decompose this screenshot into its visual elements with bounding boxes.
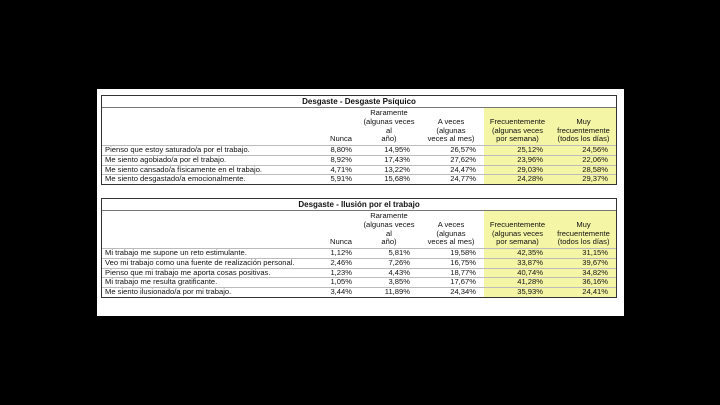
header-line: Raramente — [370, 108, 408, 118]
cell-value: 27,62% — [418, 155, 484, 165]
table-row — [102, 258, 616, 268]
column-header — [307, 108, 360, 146]
column-header — [484, 108, 551, 146]
cell-value: 17,67% — [418, 278, 484, 288]
header-line: Frecuentemente — [489, 219, 546, 229]
column-header — [484, 211, 551, 249]
cell-value: 40,74% — [484, 268, 551, 278]
cell-value: 18,77% — [418, 268, 484, 278]
header-line: año) — [381, 134, 397, 144]
cell-value: 29,03% — [484, 165, 551, 175]
header-line: Raramente — [370, 211, 408, 221]
row-label: Me siento agobiado/a por el trabajo. — [102, 155, 307, 165]
row-label: Pienso que mi trabajo me aporta cosas positivas. — [102, 268, 307, 278]
column-header — [551, 108, 616, 146]
header-line: por semana) — [496, 134, 539, 144]
cell-value: 42,35% — [484, 249, 551, 259]
header-line: Nunca — [330, 237, 352, 247]
row-label: Mi trabajo me resulta gratificante. — [102, 278, 307, 288]
header-line: veces al mes) — [427, 237, 475, 247]
table-title: Desgaste - Ilusión por el trabajo — [102, 199, 616, 211]
header-row — [102, 108, 616, 146]
cell-value: 8,80% — [307, 146, 360, 156]
row-label: Veo mi trabajo como una fuente de realización personal. — [102, 258, 307, 268]
table-desgaste-psiquico — [102, 96, 616, 184]
cell-value: 22,06% — [551, 155, 616, 165]
cell-value: 35,93% — [484, 287, 551, 296]
cell-value: 29,37% — [551, 175, 616, 184]
cell-value: 16,75% — [418, 258, 484, 268]
slide — [97, 89, 624, 316]
header-line: (algunas veces — [491, 125, 544, 135]
cell-value: 3,85% — [360, 278, 418, 288]
table-title: Desgaste - Desgaste Psíquico — [102, 96, 616, 108]
cell-value: 4,43% — [360, 268, 418, 278]
cell-value: 24,77% — [418, 175, 484, 184]
header-line: frecuentemente — [557, 228, 610, 238]
header-line: A veces — [437, 116, 465, 126]
header-line: veces al mes) — [427, 134, 475, 144]
cell-value: 24,56% — [551, 146, 616, 156]
header-line: por semana) — [496, 237, 539, 247]
column-header — [360, 211, 418, 249]
table-row — [102, 155, 616, 165]
cell-value: 2,46% — [307, 258, 360, 268]
table-row — [102, 287, 616, 296]
cell-value: 1,23% — [307, 268, 360, 278]
cell-value: 33,87% — [484, 258, 551, 268]
header-line: Muy — [576, 219, 591, 229]
column-header — [418, 108, 484, 146]
cell-value: 1,12% — [307, 249, 360, 259]
table-ilusion-trabajo — [102, 199, 616, 297]
cell-value: 28,58% — [551, 165, 616, 175]
cell-value: 41,28% — [484, 278, 551, 288]
cell-value: 13,22% — [360, 165, 418, 175]
cell-value: 23,96% — [484, 155, 551, 165]
row-label: Mi trabajo me supone un reto estimulante. — [102, 249, 307, 259]
header-line: (todos los días) — [557, 134, 610, 144]
header-line: (algunas — [436, 125, 466, 135]
cell-value: 25,12% — [484, 146, 551, 156]
cell-value: 1,05% — [307, 278, 360, 288]
table-row — [102, 249, 616, 259]
cell-value: 15,68% — [360, 175, 418, 184]
cell-value: 19,58% — [418, 249, 484, 259]
table-row — [102, 175, 616, 184]
header-line: (algunas veces al — [363, 116, 415, 135]
cell-value: 36,16% — [551, 278, 616, 288]
cell-value: 24,28% — [484, 175, 551, 184]
header-line: (todos los días) — [557, 237, 610, 247]
cell-value: 39,67% — [551, 258, 616, 268]
table-row — [102, 146, 616, 156]
header-line: A veces — [437, 219, 465, 229]
row-label: Pienso que estoy saturado/a por el trabajo. — [102, 146, 307, 156]
cell-value: 4,71% — [307, 165, 360, 175]
cell-value: 24,34% — [418, 287, 484, 296]
row-label: Me siento desgastado/a emocionalmente. — [102, 175, 307, 184]
header-line: Nunca — [330, 134, 352, 144]
header-line: (algunas veces al — [363, 219, 415, 238]
header-line: frecuentemente — [557, 125, 610, 135]
column-header — [360, 108, 418, 146]
header-row — [102, 211, 616, 249]
row-label: Me siento ilusionado/a por mi trabajo. — [102, 287, 307, 296]
cell-value: 34,82% — [551, 268, 616, 278]
cell-value: 5,91% — [307, 175, 360, 184]
cell-value: 17,43% — [360, 155, 418, 165]
header-line: Muy — [576, 116, 591, 126]
cell-value: 31,15% — [551, 249, 616, 259]
column-header — [418, 211, 484, 249]
cell-value: 14,95% — [360, 146, 418, 156]
cell-value: 26,57% — [418, 146, 484, 156]
cell-value: 24,47% — [418, 165, 484, 175]
cell-value: 24,41% — [551, 287, 616, 296]
cell-value: 7,26% — [360, 258, 418, 268]
header-line: (algunas veces — [491, 228, 544, 238]
column-header — [307, 211, 360, 249]
header-line: año) — [381, 237, 397, 247]
header-line: (algunas — [436, 228, 466, 238]
header-line: Frecuentemente — [489, 116, 546, 126]
cell-value: 5,81% — [360, 249, 418, 259]
table-row — [102, 278, 616, 288]
cell-value: 3,44% — [307, 287, 360, 296]
cell-value: 8,92% — [307, 155, 360, 165]
column-header — [551, 211, 616, 249]
cell-value: 11,89% — [360, 287, 418, 296]
row-label: Me siento cansado/a físicamente en el trabajo. — [102, 165, 307, 175]
